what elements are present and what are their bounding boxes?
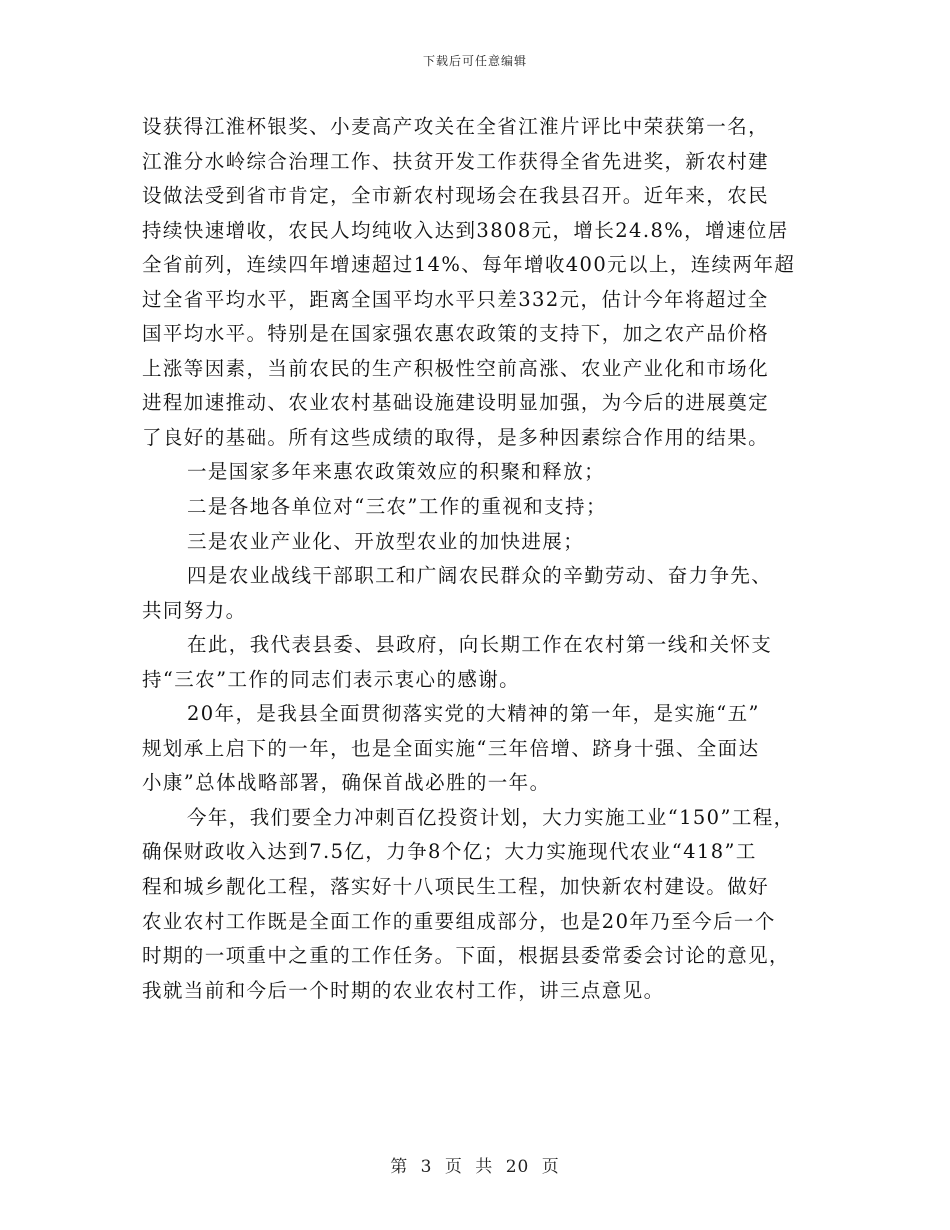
paragraph-line: 上涨等因素，当前农民的生产积极性空前高涨、农业产业化和市场化 — [142, 356, 770, 380]
page-number: 第 3 页 共 20 页 — [390, 1157, 560, 1177]
paragraph-line: 四是农业战线干部职工和广阔农民群众的辛勤劳动、奋力争先、 — [187, 564, 773, 588]
paragraph-line: 过全省平均水平，距离全国平均水平只差332元，估计今年将超过全 — [142, 287, 769, 311]
paragraph-line: 我就当前和今后一个时期的农业农村工作，讲三点意见。 — [142, 978, 665, 1002]
paragraph-line: 一是国家多年来惠农政策效应的积聚和释放； — [187, 460, 606, 484]
paragraph-line: 江淮分水岭综合治理工作、扶贫开发工作获得全省先进奖，新农村建 — [142, 149, 770, 173]
paragraph-line: 了良好的基础。所有这些成绩的取得，是多种因素综合作用的结果。 — [142, 425, 770, 449]
paragraph-line: 规划承上启下的一年，也是全面实施“三年倍增、跻身十强、全面达 — [142, 736, 760, 760]
document-body — [142, 110, 832, 1008]
paragraph-line: 小康”总体战略部署，确保首战必胜的一年。 — [142, 771, 551, 795]
paragraph-line: 全省前列，连续四年增速超过14%、每年增收400元以上，连续两年超 — [142, 253, 796, 277]
paragraph-line: 二是各地各单位对“三农”工作的重视和支持； — [187, 495, 607, 519]
paragraph-line: 农业农村工作既是全面工作的重要组成部分，也是20年乃至今后一个 — [142, 909, 776, 933]
paragraph-line: 确保财政收入达到7.5亿，力争8个亿；大力实施现代农业“418”工 — [142, 840, 757, 864]
paragraph-line: 持“三农”工作的同志们表示衷心的感谢。 — [142, 667, 521, 691]
paragraph-line: 20年，是我县全面贯彻落实党的大精神的第一年，是实施“五” — [187, 702, 760, 726]
paragraph-line: 程和城乡靓化工程，落实好十八项民生工程，加快新农村建设。做好 — [142, 875, 770, 899]
paragraph-line: 在此，我代表县委、县政府，向长期工作在农村第一线和关怀支 — [187, 633, 773, 657]
page-header: 下载后可任意编辑 — [422, 54, 527, 68]
paragraph-line: 今年，我们要全力冲刺百亿投资计划，大力实施工业“150”工程， — [187, 805, 795, 829]
paragraph-line: 国平均水平。特别是在国家强农惠农政策的支持下，加之农产品价格 — [142, 322, 770, 346]
paragraph-line: 三是农业产业化、开放型农业的加快进展； — [187, 529, 585, 553]
paragraph-line: 设做法受到省市肯定，全市新农村现场会在我县召开。近年来，农民 — [142, 184, 770, 208]
paragraph-line: 共同努力。 — [142, 598, 247, 622]
paragraph-line: 进程加速推动、农业农村基础设施建设明显加强，为今后的进展奠定 — [142, 391, 770, 415]
paragraph-line: 时期的一项重中之重的工作任务。下面，根据县委常委会讨论的意见， — [142, 944, 790, 968]
paragraph-line: 持续快速增收，农民人均纯收入达到3808元，增长24.8%，增速位居 — [142, 218, 789, 242]
paragraph-line: 设获得江淮杯银奖、小麦高产攻关在全省江淮片评比中荣获第一名， — [142, 115, 770, 138]
